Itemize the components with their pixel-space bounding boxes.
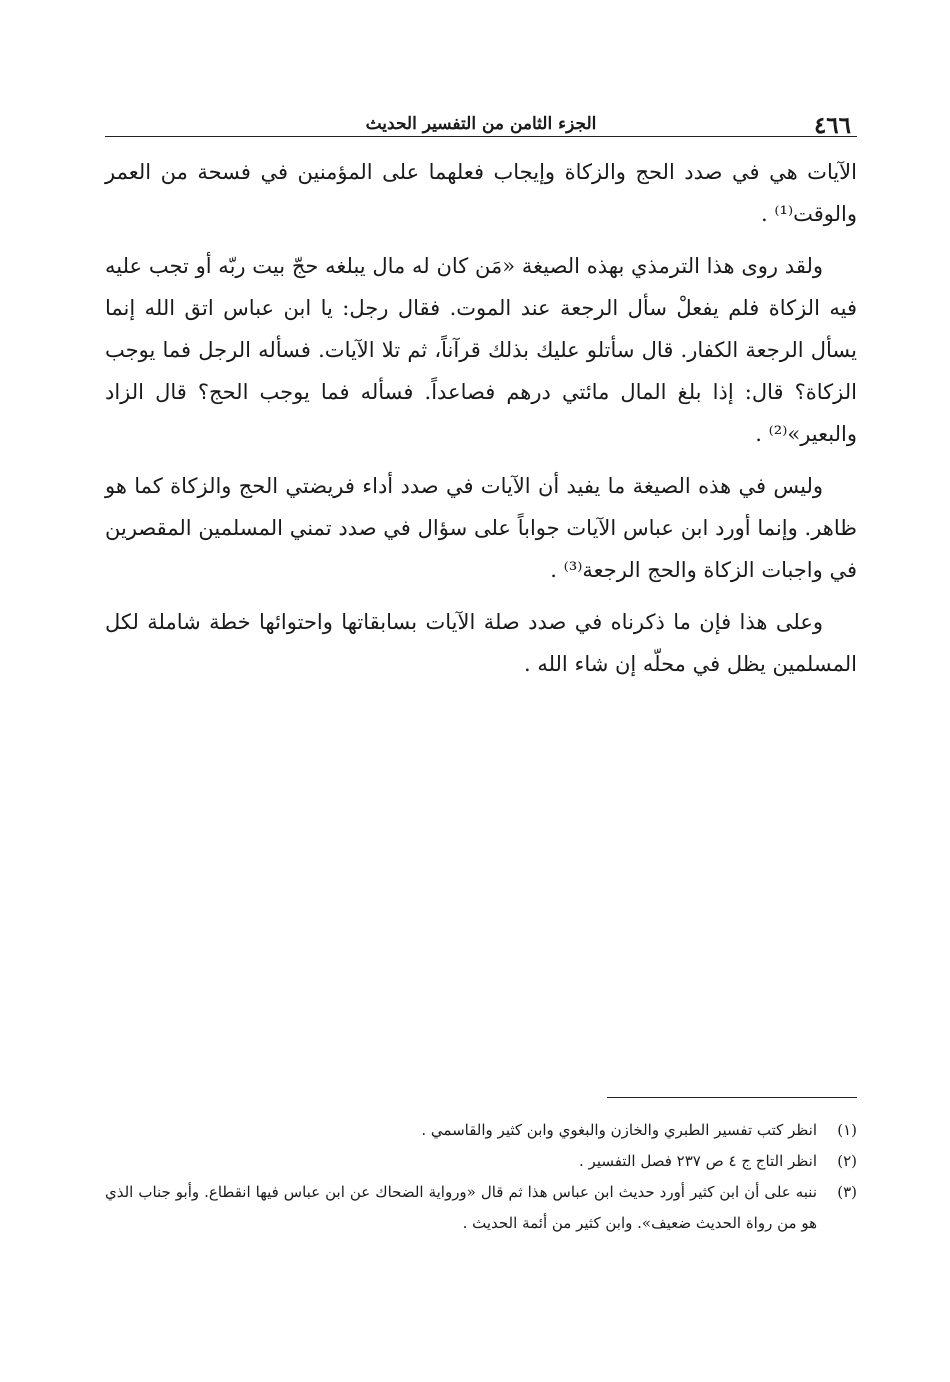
running-title: الجزء الثامن من التفسير الحديث <box>365 114 597 134</box>
footnote-divider <box>607 1097 857 1098</box>
book-page <box>105 108 857 1308</box>
paragraph-1: الآيات هي في صدد الحج والزكاة وإيجاب فعلهما على المؤمنين في فسحة من العمر والوقت⁽¹⁾ . <box>105 160 857 226</box>
paragraph-2: ولقد روى هذا الترمذي بهذه الصيغة «مَن كان له مال يبلغه حجّ بيت ربّه أو تجب عليه فيه الزكاة فلم يفعلْ سأل الرجعة عند الموت. فقال رجل: يا ابن عباس اتق الله إنما يسأل الرجعة الكفار. قال سأتلو عليك بذلك قرآناً، ثم تلا الآيات. فسأله الرجل فما يوجب الزكاة؟ قال: إذا بلغ المال مائتي درهم فصاعداً. فسأله فما يوجب الحج؟ قال الزاد والبعير»⁽²⁾ . <box>105 254 857 446</box>
page-header <box>105 108 857 137</box>
paragraph-3: وليس في هذه الصيغة ما يفيد أن الآيات في صدد أداء فريضتي الحج والزكاة كما هو ظاهر. وإنما أورد ابن عباس الآيات جواباً على سؤال في صدد تمني المسلمين المقصرين في واجبات الزكاة والحج الرجعة⁽³⁾ . <box>105 474 857 582</box>
footnote-text: انظر كتب تفسير الطبري والخازن والبغوي وابن كثير والقاسمي . <box>421 1121 817 1139</box>
page-number: ٤٦٦ <box>813 112 851 139</box>
footnote-number: (٣) <box>837 1183 857 1201</box>
footnote-text: ننبه على أن ابن كثير أورد حديث ابن عباس هذا ثم قال «ورواية الضحاك عن ابن عباس فيها انقطاع. وأبو جناب الذي هو من رواة الحديث ضعيف». وابن كثير من أئمة الحديث . <box>105 1183 817 1232</box>
footnotes <box>105 1115 857 1239</box>
footnote-3 <box>105 1177 857 1239</box>
footnote-text: انظر التاج ج ٤ ص ٢٣٧ فصل التفسير . <box>579 1152 817 1170</box>
footnote-number: (١) <box>837 1121 857 1139</box>
paragraph-4: وعلى هذا فإن ما ذكرناه في صدد صلة الآيات بسابقاتها واحتوائها خطة شاملة لكل المسلمين يظل في محلّه إن شاء الله . <box>105 610 857 676</box>
main-text <box>105 151 857 685</box>
footnote-1 <box>105 1115 857 1146</box>
footnote-number: (٢) <box>837 1152 857 1170</box>
footnote-2 <box>105 1146 857 1177</box>
